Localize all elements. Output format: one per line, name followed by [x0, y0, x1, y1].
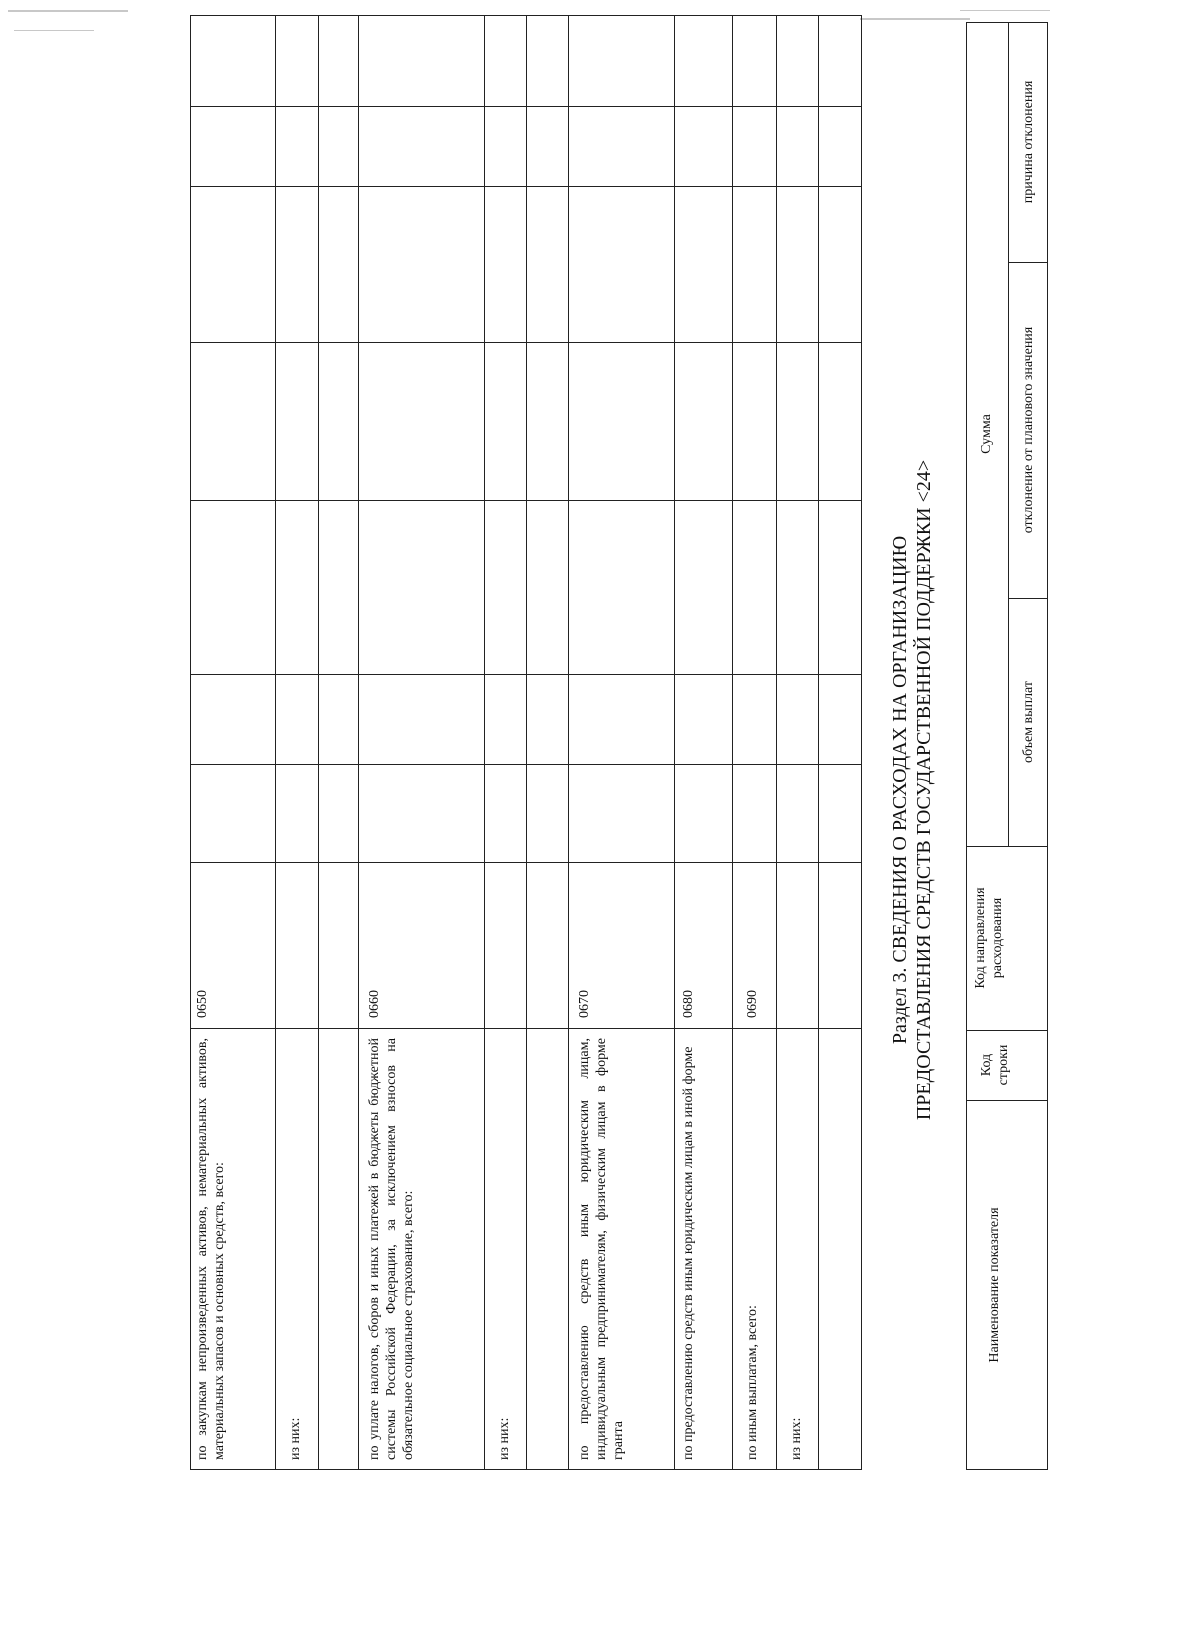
row-0690-code: 0690: [745, 990, 760, 1018]
column-header-code-line1: Код: [979, 1053, 994, 1077]
row-0650-name: по закупкам непроизведенных активов, нематериальных активов, материальных запасов и основных средств, всего:: [195, 1038, 227, 1460]
lower-header-reason: [1008, 22, 1048, 262]
table-row: [358, 1028, 484, 1470]
row-iz-nih-2: из них:: [497, 1417, 512, 1460]
section-title-line-2: ПРЕДОСТАВЛЕНИЯ СРЕДСТВ ГОСУДАРСТВЕННОЙ ПОДДЕРЖКИ <24>: [913, 459, 935, 1121]
column-header-volume: объем выплат: [1021, 680, 1036, 764]
table-row: [732, 862, 776, 1028]
table-row: [568, 1028, 674, 1470]
column-header-code-line2: строки: [996, 1044, 1011, 1086]
section-title-line-1: Раздел 3. СВЕДЕНИЯ О РАСХОДАХ НА ОРГАНИЗАЦИЮ: [889, 535, 911, 1045]
table-row: [484, 1028, 526, 1470]
lower-header-code: [966, 1030, 1048, 1100]
column-header-reason: причина отклонения: [1021, 80, 1036, 204]
table-row: [568, 862, 674, 1028]
column-header-deviation: отклонение от планового значения: [1021, 326, 1036, 534]
lower-header-volume: [1008, 598, 1048, 846]
row-0660-code: 0660: [367, 990, 382, 1018]
column-header-direction-line2: расходования: [990, 897, 1005, 979]
lower-header-sum: [966, 22, 1008, 846]
table-row: [358, 862, 484, 1028]
section-title: [888, 350, 958, 1230]
row-0680-name: по предоставлению средств иным юридическим лицам в иной форме: [681, 1046, 696, 1460]
row-0670-name: по предоставлению средств иным юридическим лицам, индивидуальным предпринимателям, физическим лицам в форме гранта: [577, 1038, 626, 1460]
lower-header-direction: [966, 846, 1048, 1030]
row-iz-nih-3: из них:: [789, 1417, 804, 1460]
column-header-sum: Сумма: [979, 414, 994, 454]
table-row: [190, 862, 275, 1028]
table-row: [674, 1028, 732, 1470]
column-header-name: Наименование показателя: [987, 1207, 1002, 1363]
lower-header-deviation: [1008, 262, 1048, 598]
table-row: [190, 1028, 275, 1470]
table-row: [732, 1028, 776, 1470]
row-0680-code: 0680: [681, 990, 696, 1018]
row-0660-name: по уплате налогов, сборов и иных платежей в бюджеты бюджетной системы Российской Федерации, за исключением взносов на обязательное социальное страхование, всего:: [367, 1038, 416, 1460]
lower-header-name: [966, 1100, 1048, 1470]
row-0650-code: 0650: [195, 990, 210, 1018]
column-header-direction-line1: Код направления: [973, 887, 988, 989]
row-0690-name: по иным выплатам, всего:: [745, 1305, 760, 1460]
table-row: [674, 862, 732, 1028]
row-iz-nih-1: из них:: [288, 1417, 303, 1460]
table-row: [776, 1028, 818, 1470]
row-0670-code: 0670: [577, 990, 592, 1018]
table-row: [275, 1028, 318, 1470]
